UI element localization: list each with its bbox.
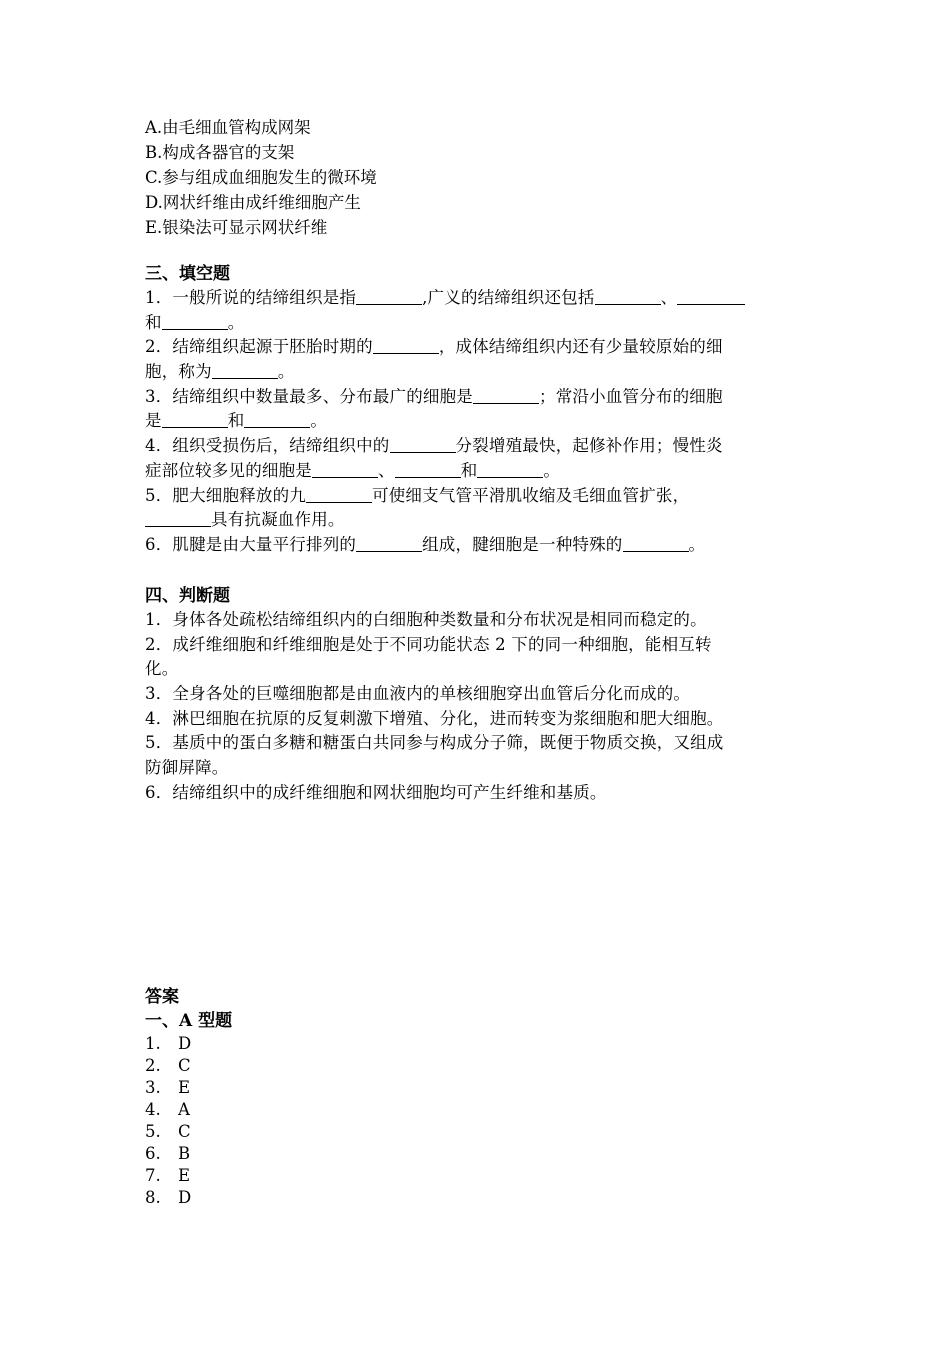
- question-line: 3．结缔组织中数量最多、分布最广的细胞是 ；常沿小血管分布的细胞: [145, 386, 723, 406]
- answer-blank: [477, 459, 543, 478]
- question-line: 是 和 。: [145, 411, 328, 431]
- answers-section: [145, 985, 825, 1209]
- answer-blank: [162, 311, 228, 330]
- question-line: 3．全身各处的巨噬细胞都是由血液内的单核细胞穿出血管后分化而成的。: [145, 684, 691, 704]
- question-line: 6．肌腱是由大量平行排列的 组成，腱细胞是一种特殊的 。: [145, 534, 706, 554]
- question-line: 2．成纤维细胞和纤维细胞是处于不同功能状态 2 下的同一种细胞，能相互转: [145, 634, 712, 654]
- answer-blank: [390, 434, 456, 453]
- answer-item: 4. A: [145, 1100, 190, 1119]
- answer-blank: [395, 459, 461, 478]
- answer-item: 1. D: [145, 1034, 192, 1053]
- answer-blank: [623, 533, 689, 552]
- answer-blank: [595, 286, 661, 305]
- choice-option: A.由毛细血管构成网架: [145, 118, 311, 137]
- section-heading: 四、判断题: [145, 586, 230, 606]
- question-line: 5．肥大细胞释放的九 可使细支气管平滑肌收缩及毛细血管扩张，: [145, 485, 690, 505]
- judge-section: [145, 584, 825, 806]
- answer-item: 5. C: [145, 1122, 191, 1141]
- choice-option: B.构成各器官的支架: [145, 143, 295, 162]
- answer-blank: [356, 286, 422, 305]
- question-line: 5．基质中的蛋白多糖和糖蛋白共同参与构成分子筛，既便于物质交换，又组成: [145, 733, 724, 753]
- question-line: 具有抗凝血作用。: [145, 508, 825, 533]
- question-line: 胞，称为 。: [145, 362, 295, 382]
- answer-blank: [244, 409, 310, 428]
- question-line: 4．组织受损伤后，结缔组织中的 分裂增殖最快，起修补作用；慢性炎: [145, 436, 723, 456]
- question-line: 6．结缔组织中的成纤维细胞和网状细胞均可产生纤维和基质。: [145, 782, 607, 802]
- question-line: 化。: [145, 659, 179, 679]
- answer-blank: [373, 335, 439, 354]
- answer-blank: [212, 360, 278, 379]
- answer-blank: [145, 508, 211, 527]
- question-line: 症部位较多见的细胞是 、 和 。: [145, 460, 561, 480]
- question-line: 1．一般所说的结缔组织是指 ,广义的结缔组织还包括 、: [145, 286, 825, 311]
- answer-blank: [677, 286, 745, 305]
- question-line: 防御屏障。: [145, 758, 229, 778]
- question-line: 1．身体各处疏松结缔组织内的白细胞种类数量和分布状况是相同而稳定的。: [145, 610, 707, 629]
- answer-item: 7. E: [145, 1166, 191, 1185]
- answer-item: 8. D: [145, 1188, 192, 1207]
- question-line: 2．结缔组织起源于胚胎时期的 ，成体结缔组织内还有少量较原始的细: [145, 337, 723, 357]
- answers-title: 答案: [145, 987, 179, 1007]
- question-line: 4．淋巴细胞在抗原的反复刺激下增殖、分化，进而转变为浆细胞和肥大细胞。: [145, 708, 724, 728]
- answer-item: 3. E: [145, 1078, 191, 1097]
- answer-blank: [306, 484, 372, 503]
- answer-blank: [473, 385, 539, 404]
- choice-option: D.网状纤维由成纤维细胞产生: [145, 193, 361, 212]
- answer-item: 6. B: [145, 1144, 191, 1163]
- choice-options: [145, 115, 825, 240]
- question-line: 和 。: [145, 312, 245, 332]
- fill-section: [145, 262, 825, 558]
- section-heading: 三、填空题: [145, 264, 230, 284]
- answer-item: 2. C: [145, 1056, 191, 1075]
- answer-blank: [162, 409, 228, 428]
- choice-option: C.参与组成血细胞发生的微环境: [145, 168, 377, 187]
- answer-blank: [356, 533, 422, 552]
- answer-blank: [312, 459, 378, 478]
- answers-subheading: 一、A 型题: [145, 1011, 233, 1031]
- choice-option: E.银染法可显示网状纤维: [145, 218, 328, 237]
